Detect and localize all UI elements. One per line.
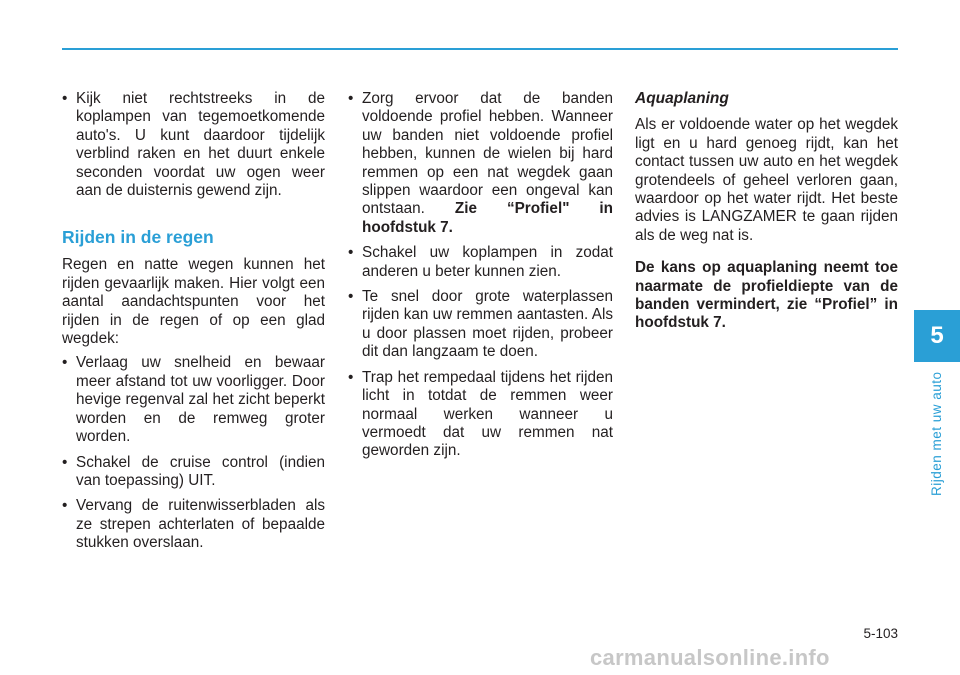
column-2 xyxy=(348,90,613,468)
bullet-icon: • xyxy=(348,368,354,386)
bullet-icon: • xyxy=(62,90,68,107)
aquaplaning-paragraph: Als er voldoende water op het wegdek ligt en u hard genoeg rijdt, kan het contact tussen uw auto en het wegdek grotendeels of geheel verloren gaan, waardoor op het water rijdt. Het beste advies is LANGZAMER te gaan rijden als de weg nat is. xyxy=(635,116,898,244)
chapter-tab: 5 xyxy=(914,310,960,362)
column-1 xyxy=(62,90,325,560)
bullet-icon: • xyxy=(62,354,68,372)
page-number: 5-103 xyxy=(863,626,898,641)
watermark: carmanualsonline.info xyxy=(590,645,830,670)
list-item: • Verlaag uw snelheid en bewaar meer afstand tot uw voorligger. Door hevige regenval zal het zicht beperkt worden en de remweg groter worden. xyxy=(62,354,325,446)
aquaplaning-warning: De kans op aquaplaning neemt toe naarmate de profieldiepte van de banden vermindert, zie “Profiel” in hoofdstuk 7. xyxy=(635,259,898,332)
bullet-icon: • xyxy=(348,288,354,306)
chapter-reference: Zie “Profiel" in hoofdstuk 7. xyxy=(362,200,613,236)
list-item: • Kijk niet rechtstreeks in de koplampen van tegemoetkomende auto's. U kunt daardoor tijdelijk verblind raken en het duurt enkele seconden voordat uw ogen weer aan de duisternis gewend zijn. xyxy=(62,90,325,200)
bullet-icon: • xyxy=(348,90,354,107)
section-intro: Regen en natte wegen kunnen het rijden gevaarlijk maken. Hier volgt een aantal aandachtspunten voor het rijden in de regen of op een glad wegdek: xyxy=(62,256,325,348)
list-item: • Vervang de ruitenwisserbladen als ze strepen achterlaten of bepaalde stukken overslaan. xyxy=(62,497,325,552)
rain-bullet-list xyxy=(62,354,325,552)
bullet-icon: • xyxy=(62,497,68,515)
tips-bullet-list xyxy=(348,90,613,461)
list-item: • Schakel de cruise control (indien van toepassing) UIT. xyxy=(62,453,325,489)
list-item: • Trap het rempedaal tijdens het rijden licht in totdat de remmen weer normaal werken wanneer u vermoedt dat uw remmen nat geworden zijn. xyxy=(348,368,613,460)
bullet-icon: • xyxy=(62,453,68,471)
intro-bullet-list xyxy=(62,90,325,200)
list-item: • Te snel door grote waterplassen rijden kan uw remmen aantasten. Als u door plassen moet rijden, probeer dit dan langzaam te doen. xyxy=(348,288,613,361)
column-3 xyxy=(635,90,898,333)
section-heading: Rijden in de regen xyxy=(62,227,214,248)
bullet-icon: • xyxy=(348,244,354,262)
list-item: • Schakel uw koplampen in zodat anderen u beter kunnen zien. xyxy=(348,244,613,280)
top-rule xyxy=(62,48,898,50)
chapter-title: Rijden met uw auto xyxy=(929,371,944,496)
list-item: • Zorg ervoor dat de banden voldoende profiel hebben. Wanneer uw banden niet voldoende profiel hebben, kunnen de wielen bij hard remmen op een nat wegdek gaan slippen waardoor een ongeval kan ontstaan. Zie “Profiel" in hoofdstuk 7. xyxy=(348,90,613,236)
aquaplaning-heading: Aquaplaning xyxy=(635,90,729,107)
